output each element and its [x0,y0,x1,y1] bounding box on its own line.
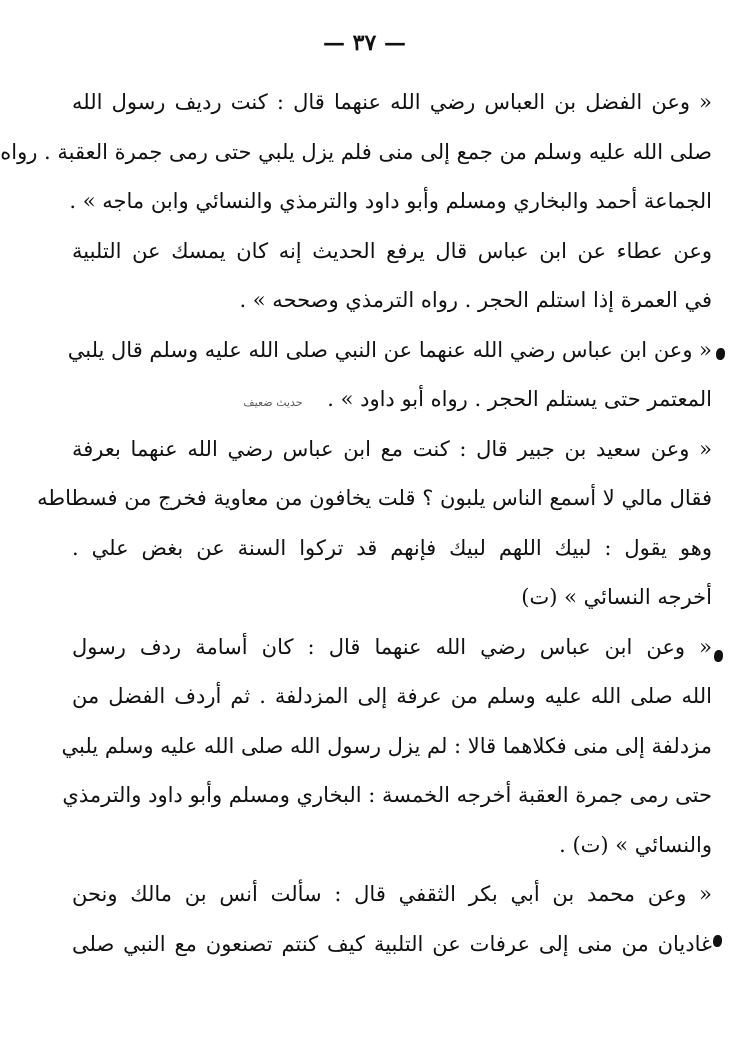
margin-note: حديث ضعيف [243,396,303,409]
text-line: وعن عطاء عن ابن عباس قال يرفع الحديث إنه كان يمسك عن التلبية [72,238,712,263]
text-line: « وعن ابن عباس رضي الله عنهما قال : كان أسامة ردف رسول [72,634,712,659]
text-line: « وعن محمد بن أبي بكر الثقفي قال : سألت أنس بن مالك ونحن [72,882,712,906]
text-line: الله صلى الله عليه وسلم من عرفة إلى المزدلفة . ثم أردف الفضل من [72,684,712,708]
margin-ink-mark [713,935,722,947]
paragraph [72,227,712,326]
paragraph [0,78,712,227]
text-line: « وعن سعيد بن جبير قال : كنت مع ابن عباس رضي الله عنهما بعرفة [72,436,712,461]
text-line: الجماعة أحمد والبخاري ومسلم وأبو داود والترمذي والنسائي وابن ماجه » . [69,189,712,213]
text-line: في العمرة إذا استلم الحجر . رواه الترمذي وصححه » . [239,288,712,312]
margin-ink-mark [716,348,725,360]
paragraph [67,326,712,425]
text-line: فقال مالي لا أسمع الناس يلبون ؟ قلت يخافون من معاوية فخرج من فسطاطه [37,486,712,510]
text-line: « وعن ابن عباس رضي الله عنهما عن النبي صلى الله عليه وسلم قال يلبي [67,337,712,362]
text-line [72,375,712,425]
paragraph [72,870,712,969]
text-line: غاديان من منى إلى عرفات عن التلبية كيف كنتم تصنعون مع النبي صلى [72,931,712,956]
margin-ink-mark [714,650,723,662]
text-line: أخرجه النسائي » (ت) [521,585,712,609]
page-number: — ٣٧ — [323,30,406,56]
document-body [0,78,712,969]
text-line: وهو يقول : لبيك اللهم لبيك فإنهم قد تركوا السنة عن بغض علي . [72,535,712,560]
paragraph [37,425,712,623]
text-line: مزدلفة إلى منى فكلاهما قالا : لم يزل رسول الله صلى الله عليه وسلم يلبي [61,733,712,758]
text-line: حتى رمى جمرة العقبة أخرجه الخمسة : البخاري ومسلم وأبو داود والترمذي [62,783,712,807]
text-line: صلى الله عليه وسلم من جمع إلى منى فلم يزل يلبي حتى رمى جمرة العقبة . رواه [0,139,712,164]
text-line: « وعن الفضل بن العباس رضي الله عنهما قال : كنت رديف رسول الله [72,90,712,114]
text-line-content: المعتمر حتى يستلم الحجر . رواه أبو داود » . [327,387,712,411]
paragraph [61,623,712,871]
text-line: والنسائي » (ت) . [559,832,712,857]
